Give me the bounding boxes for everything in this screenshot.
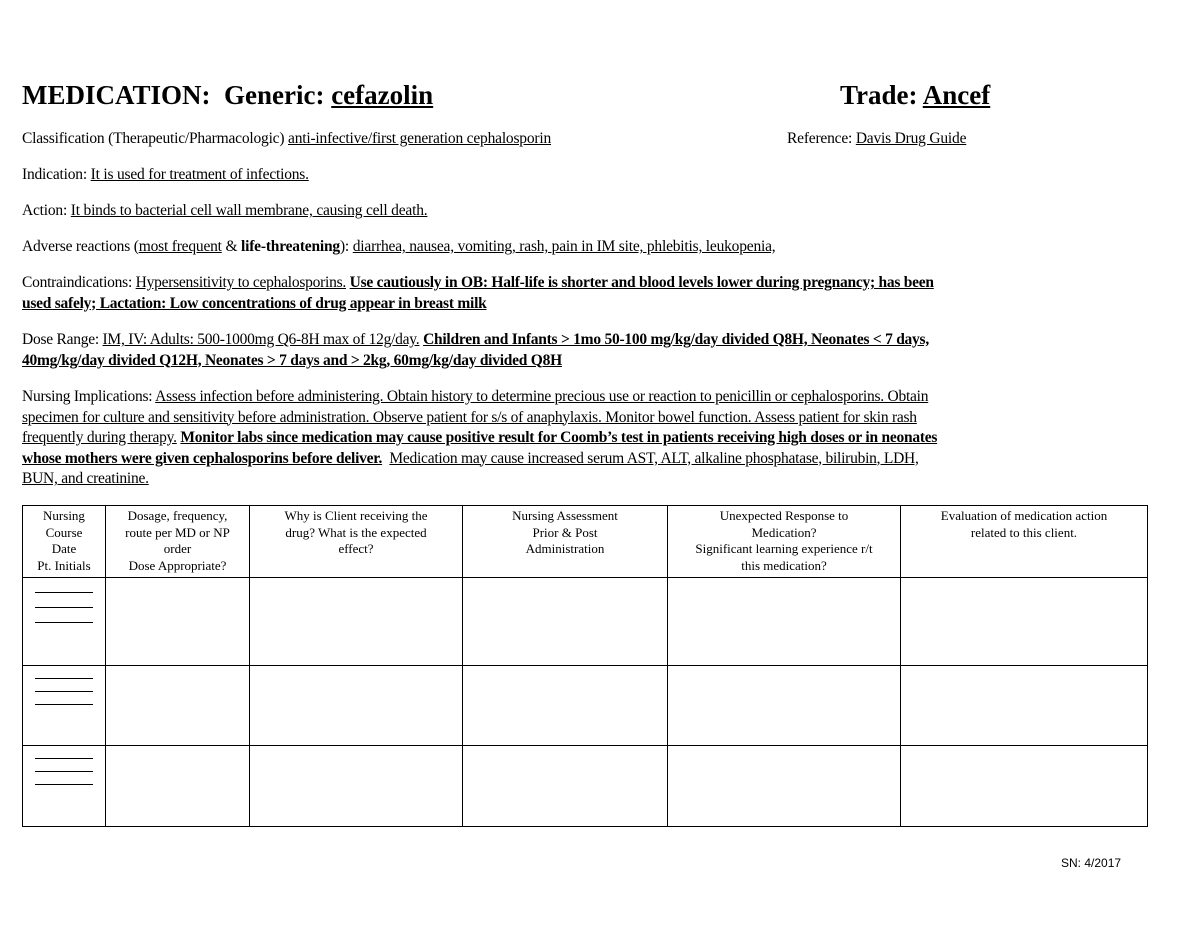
classification-label: Classification (Therapeutic/Pharmacologic)	[22, 130, 285, 147]
header-line: effect?	[338, 541, 374, 556]
response-cell[interactable]	[668, 666, 901, 746]
header-line: Nursing	[43, 508, 85, 523]
header-dosage	[106, 506, 250, 578]
blank-line	[35, 592, 93, 593]
contraindications-paragraph	[22, 273, 934, 314]
contraindications-bold-2: used safely; Lactation: Low concentrations of drug appear in breast milk	[22, 294, 487, 312]
table-row	[23, 746, 1148, 827]
adverse-value: diarrhea, nausea, vomiting, rash, pain in IM site, phlebitis, leukopenia,	[352, 238, 776, 255]
classification-line	[22, 129, 551, 149]
assessment-cell[interactable]	[463, 578, 668, 666]
amp: &	[221, 238, 241, 255]
header-line: Why is Client receiving the	[284, 508, 428, 523]
dose-bold: Children and Infants > 1mo 50-100 mg/kg/day divided Q8H, Neonates < 7 days,	[423, 331, 929, 348]
adverse-label-close: ):	[339, 238, 350, 255]
assessment-cell[interactable]	[463, 746, 668, 827]
header-unexpected-response	[668, 506, 901, 578]
table-row	[23, 578, 1148, 666]
trade-title	[840, 80, 990, 111]
generic-label: Generic:	[224, 80, 325, 110]
nursing-text-2: specimen for culture and sensitivity before administration. Observe patient for s/s of anaphylaxis. Monitor bowel function. Assess patient for skin rash	[22, 408, 917, 426]
nursing-paragraph	[22, 387, 937, 490]
header-line: this medication?	[741, 557, 827, 573]
nursing-label: Nursing Implications:	[22, 388, 153, 405]
header-line: Unexpected Response to	[719, 508, 849, 523]
header-line: Medication?	[751, 524, 817, 540]
blank-line	[35, 607, 93, 608]
blank-line	[35, 622, 93, 623]
response-cell[interactable]	[668, 746, 901, 827]
indication-value: It is used for treatment of infections.	[90, 166, 309, 183]
dose-value: IM, IV: Adults: 500-1000mg Q6-8H max of 12g/day.	[102, 331, 420, 348]
indication-line	[22, 165, 309, 185]
reference-value: Davis Drug Guide	[855, 130, 967, 147]
evaluation-cell[interactable]	[901, 578, 1148, 666]
adverse-label: Adverse reactions (	[22, 238, 139, 255]
action-value: It binds to bacterial cell wall membrane, causing cell death.	[70, 202, 428, 219]
table-row	[23, 666, 1148, 746]
assessment-cell[interactable]	[463, 666, 668, 746]
header-course-date	[23, 506, 106, 578]
header-evaluation	[901, 506, 1148, 578]
blank-line	[35, 784, 93, 785]
header-line: Administration	[525, 541, 605, 556]
medication-log-table	[22, 505, 1148, 827]
header-line: Dose Appropriate?	[128, 557, 227, 573]
reason-cell[interactable]	[250, 578, 463, 666]
reference-line	[787, 129, 966, 149]
blank-line	[35, 678, 93, 679]
footer-version: SN: 4/2017	[1061, 856, 1122, 870]
header-line: Significant learning experience r/t	[695, 541, 873, 556]
medication-label: MEDICATION:	[22, 80, 211, 110]
header-line: Course	[45, 524, 83, 540]
adverse-line	[22, 237, 775, 257]
trade-label: Trade:	[840, 80, 918, 110]
trade-name: Ancef	[922, 80, 991, 110]
contraindications-label: Contraindications:	[22, 274, 133, 291]
reason-cell[interactable]	[250, 746, 463, 827]
dose-bold-2: 40mg/kg/day divided Q12H, Neonates > 7 days and > 2kg, 60mg/kg/day divided Q8H	[22, 351, 562, 369]
header-line: Pt. Initials	[37, 557, 91, 573]
header-reason	[250, 506, 463, 578]
classification-value: anti-infective/first generation cephalosporin	[288, 130, 552, 147]
action-line	[22, 201, 427, 221]
generic-name: cefazolin	[331, 80, 434, 110]
blank-line	[35, 704, 93, 705]
header-line: Evaluation of medication action	[940, 508, 1108, 523]
date-initials-cell[interactable]	[23, 578, 106, 666]
header-line: drug? What is the expected	[285, 524, 427, 540]
reference-label: Reference:	[787, 130, 853, 147]
indication-label: Indication:	[22, 166, 87, 183]
header-assessment	[463, 506, 668, 578]
date-initials-cell[interactable]	[23, 666, 106, 746]
contraindications-bold: Use cautiously in OB: Half-life is shorter and blood levels lower during pregnancy; has been	[349, 274, 934, 291]
dosage-cell[interactable]	[106, 666, 250, 746]
nursing-bold-4: whose mothers were given cephalosporins before deliver.	[22, 449, 383, 467]
nursing-text-4: Medication may cause increased serum AST, ALT, alkaline phosphatase, bilirubin, LDH,	[389, 449, 919, 467]
blank-line	[35, 691, 93, 692]
dosage-cell[interactable]	[106, 578, 250, 666]
reason-cell[interactable]	[250, 666, 463, 746]
nursing-text-1: Assess infection before administering. Obtain history to determine precious use or reaction to penicillin or cephalosporins. Obtain	[155, 388, 929, 405]
action-label: Action:	[22, 202, 68, 219]
medication-title	[22, 80, 433, 111]
blank-line	[35, 771, 93, 772]
nursing-bold-3: Monitor labs since medication may cause positive result for Coomb’s test in patients receiving high doses or in neonates	[180, 429, 938, 446]
header-line: Nursing Assessment	[512, 508, 618, 523]
header-line: Date	[51, 541, 77, 556]
contraindications-value: Hypersensitivity to cephalosporins.	[135, 274, 347, 291]
life-threatening: life-threatening	[241, 238, 340, 255]
table-header-row	[23, 506, 1148, 578]
nursing-text-5: BUN, and creatinine.	[22, 470, 149, 487]
header-line: Dosage, frequency,	[127, 508, 228, 523]
date-initials-cell[interactable]	[23, 746, 106, 827]
blank-line	[35, 758, 93, 759]
dose-paragraph	[22, 330, 929, 371]
evaluation-cell[interactable]	[901, 746, 1148, 827]
header-line: Prior & Post	[532, 524, 598, 540]
most-frequent: most frequent	[138, 238, 222, 255]
header-line: related to this client.	[970, 524, 1078, 540]
nursing-text-3: frequently during therapy.	[22, 429, 177, 446]
header-line: route per MD or NP	[125, 524, 230, 540]
header-line: order	[163, 541, 192, 556]
evaluation-cell[interactable]	[901, 666, 1148, 746]
dosage-cell[interactable]	[106, 746, 250, 827]
response-cell[interactable]	[668, 578, 901, 666]
dose-label: Dose Range:	[22, 331, 99, 348]
